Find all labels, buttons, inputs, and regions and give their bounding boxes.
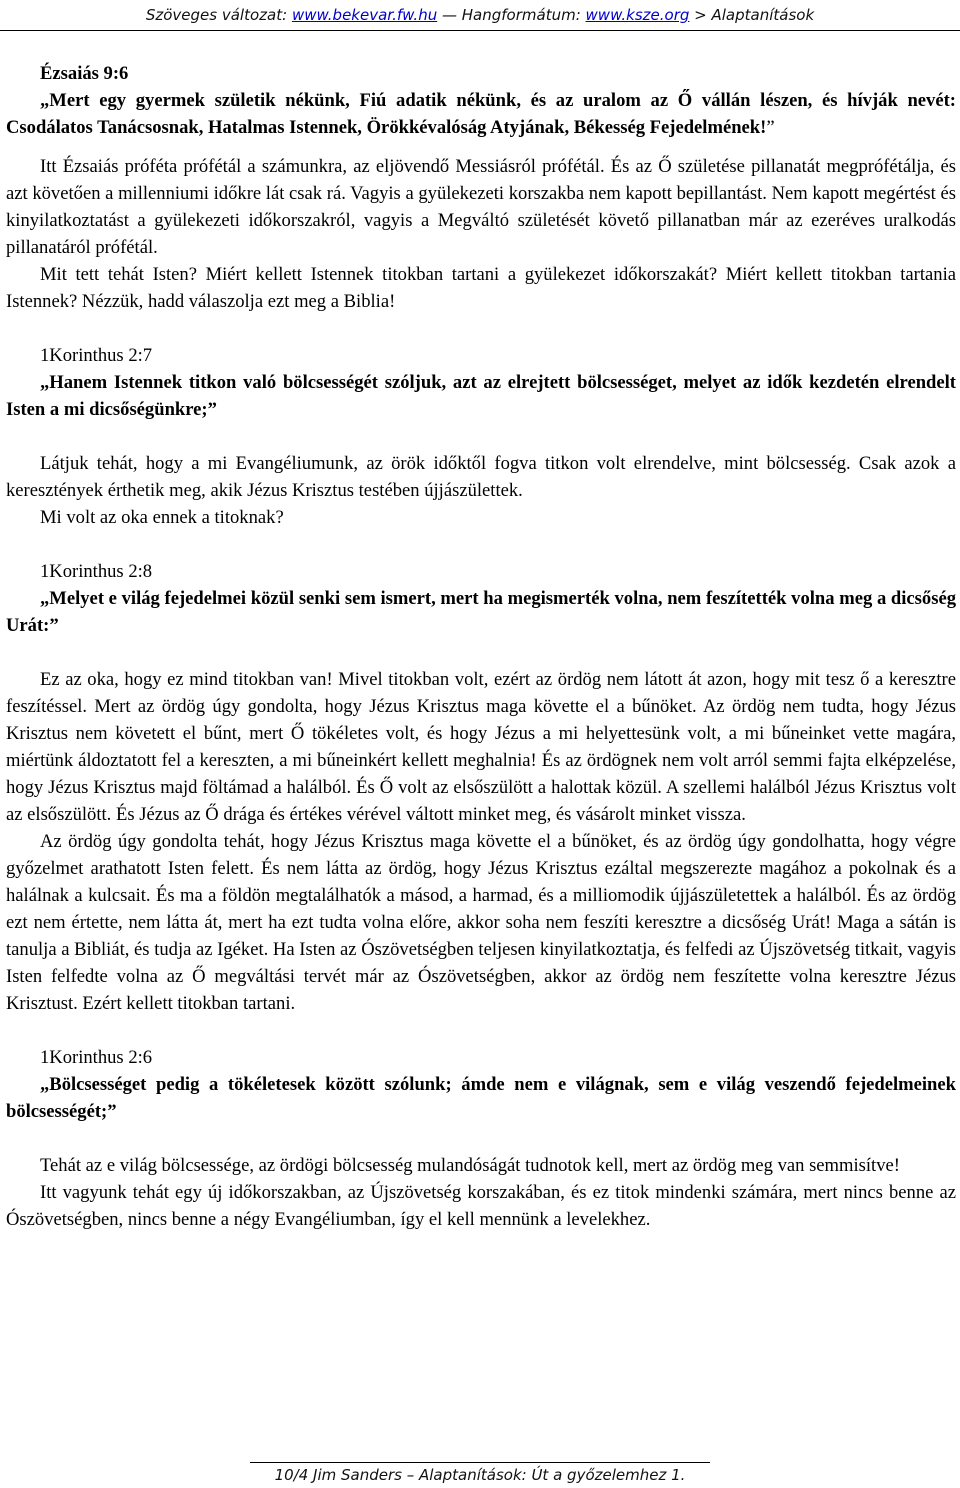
scripture-quote: „Melyet e világ fejedelmei közül senki sem ismert, mert ha megismerték volna, nem feszítették volna meg a dicsőség Urát:” xyxy=(6,588,956,636)
paragraph: Itt Ézsaiás próféta prófétál a számunkra, az eljövendő Messiásról prófétál. És az Ő születése pillanatát megprófétálja, és azt követően a millenniumi időkre lát csak rá. Vagyis a gyülekezeti korszakba nem kapott bepillantást. Nem kapott megértést és kinyilatkoztatást a gyülekezeti időkorszakról, vagyis a Megváltó születését követő pillanatban már az ezeréves uralkodás pillanatáról prófétál. xyxy=(6,156,956,258)
header-separator: — Hangformátum: xyxy=(442,6,581,24)
paragraph: Mit tett tehát Isten? Miért kellett Istennek titokban tartani a gyülekezet időkorszakát? Miért kellett titokban tartania Istennek? Nézzük, hadd válaszolja ezt meg a Biblia! xyxy=(6,264,956,312)
scripture-reference: Ézsaiás 9:6 xyxy=(40,63,129,84)
bekevar-link[interactable]: www.bekevar.fw.hu xyxy=(291,6,438,24)
paragraph: Látjuk tehát, hogy a mi Evangéliumunk, az örök időktől fogva titkon volt elrendelve, mint bölcsesség. Csak azok a keresztények érthetik meg, akik Jézus Krisztus testében újjászülettek. xyxy=(6,453,956,501)
scripture-quote-text: „Mert egy gyermek születik nékünk, Fiú adatik nékünk, és az uralom az Ő vállán lészen, és hívják nevét: Csodálatos Tanácsosnak, Hatalmas Istennek, Örökkévalóság Atyjának, Békesség Fejedelmének! xyxy=(6,90,956,138)
header-divider xyxy=(0,30,960,31)
scripture-quote: „Hanem Istennek titkon való bölcsességét szóljuk, azt az elrejtett bölcsességet, melyet az idők kezdetén elrendelt Isten a mi dicsőségünkre;” xyxy=(6,372,956,420)
paragraph: Ez az oka, hogy ez mind titokban van! Mivel titokban volt, ezért az ördög nem látott át azon, hogy mit tesz ő a keresztre feszítéssel. Mert az ördög úgy gondolta, hogy Jézus Krisztus maga követte el a bűnöket. Az ördög nem tudta, hogy Jézus Krisztus nem követett el bűnt, mert Ő tökéletes volt, és hogy Jézus a mi helyettesünk volt, a mi bűneinket vette magára, miértünk áldoztatott fel a kereszten, a mi bűneinkért kellett meghalnia! És az ördögnek nem volt arról semmi fajta elképzelése, hogy Jézus Krisztus majd föltámad a halálból. És Ő volt az elsőszülött a halottak közül. A szellemi halálból Jézus Krisztus volt az elsőszülött. És Jézus az Ő drága és értékes vérével váltott minket meg, és vásárolt minket vissza. xyxy=(6,669,956,825)
paragraph: Mi volt az oka ennek a titoknak? xyxy=(40,507,284,528)
header-breadcrumb: > Alaptanítások xyxy=(694,6,815,24)
quote-closing-mark: ” xyxy=(766,117,775,138)
header-label: Szöveges változat: xyxy=(145,6,288,24)
paragraph: Itt vagyunk tehát egy új időkorszakban, az Újszövetség korszakában, és ez titok mindenki számára, mert nincs benne az Ószövetségben, nincs benne a négy Evangéliumban, így el kell mennünk a levelekhez. xyxy=(6,1182,956,1230)
document-body xyxy=(6,60,956,1233)
scripture-quote xyxy=(6,87,956,141)
scripture-reference: 1Korinthus 2:6 xyxy=(40,1047,153,1068)
paragraph: Az ördög úgy gondolta tehát, hogy Jézus Krisztus maga követte el a bűnöket, és az ördög úgy gondolhatta, hogy végre győzelmet arathatott Isten felett. És nem látta az ördög, hogy Jézus Krisztus ezáltal megszerezte magához a pokolnak és a halálnak a kulcsait. És ma a földön megtalálhatók a másod, a harmad, és a milliomodik újjászületettek a halálból. És az ördög ezt nem értette, nem látta át, mert ha ezt tudta volna előre, akkor soha nem feszíti keresztre a dicsőség Urát! Maga a sátán is tanulja a Bibliát, és tudja az Igéket. Ha Isten az Ószövetségben teljesen kinyilatkoztatja, és felfedi az Újszövetség titkait, vagyis Isten felfedte volna az Ő megváltási tervét már az Ószövetségben, akkor az ördög nem feszítette volna keresztre Jézus Krisztust. Ezért kellett titokban tartani. xyxy=(6,831,957,1014)
scripture-reference: 1Korinthus 2:7 xyxy=(40,345,153,366)
page-footer: 10/4 Jim Sanders – Alaptanítások: Út a győzelemhez 1. xyxy=(274,1466,686,1484)
scripture-quote: „Bölcsességet pedig a tökéletesek között szólunk; ámde nem e világnak, sem e világ veszendő fejedelmeinek bölcsességét;” xyxy=(6,1074,956,1122)
ksze-link[interactable]: www.ksze.org xyxy=(585,6,690,24)
paragraph: Tehát az e világ bölcsessége, az ördögi bölcsesség mulandóságát tudnotok kell, mert az ördög meg van semmisítve! xyxy=(40,1155,900,1176)
page-header xyxy=(0,0,960,32)
scripture-reference: 1Korinthus 2:8 xyxy=(40,561,153,582)
footer-divider xyxy=(250,1462,710,1463)
